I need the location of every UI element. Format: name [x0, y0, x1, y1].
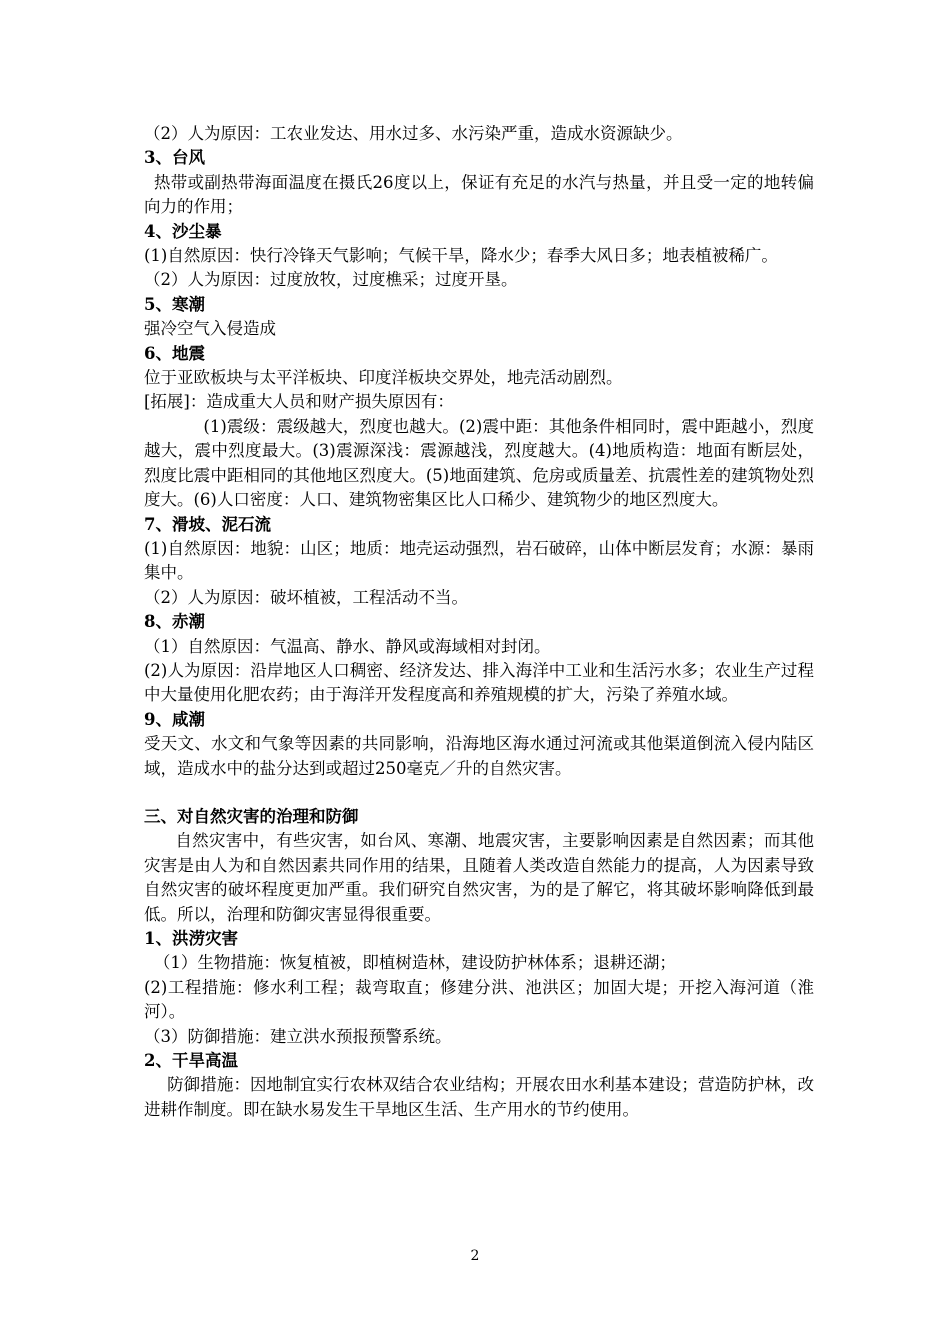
section-heading: 6、地震 — [144, 343, 205, 363]
paragraph: 受天文、水文和气象等因素的共同影响，沿海地区海水通过河流或其他渠道倒流入侵内陆区域，造成水中的盐分达到或超过250毫克／升的自然灾害。 — [144, 734, 814, 778]
document-body — [144, 122, 814, 1122]
paragraph: 热带或副热带海面温度在摄氏26度以上，保证有充足的水汽与热量，并且受一定的地转偏向力的作用； — [144, 172, 814, 217]
section-heading: 3、台风 — [144, 148, 205, 168]
page-number: 2 — [470, 1248, 480, 1264]
paragraph: （2）人为原因：工农业发达、用水过多、水污染严重，造成水资源缺少。 — [144, 124, 683, 143]
section-heading: 4、沙尘暴 — [144, 221, 222, 241]
paragraph: （2）人为原因：过度放牧，过度樵采；过度开垦。 — [144, 270, 518, 290]
paragraph: （1）生物措施：恢复植被，即植树造林，建设防护林体系；退耕还湖； — [153, 953, 676, 973]
chapter-heading: 三、对自然灾害的治理和防御 — [144, 806, 359, 826]
paragraph: 防御措施：因地制宜实行农林双结合农业结构；开展农田水利基本建设；营造防护林，改进耕作制度。即在缺水易发生干旱地区生活、生产用水的节约使用。 — [144, 1075, 814, 1119]
section-heading: 1、洪涝灾害 — [144, 929, 238, 948]
paragraph: （3）防御措施：建立洪水预报预警系统。 — [144, 1026, 452, 1046]
paragraph: (1)震级：震级越大，烈度也越大。(2)震中距：其他条件相同时，震中距越小，烈度越大，震中烈度最大。(3)震源深浅：震源越浅，烈度越大。(4)地质构造：地面有断层处，烈度比震中距相同的其他地区烈度大。(5)地面建筑、危房或质量差、抗震性差的建筑物处烈度大。(6)人口密度：人口、建筑物密集区比人口稀少、建筑物少的地区烈度大。 — [144, 416, 814, 510]
paragraph: (2)工程措施：修水利工程；裁弯取直；修建分洪、池洪区；加固大堤；开挖入海河道（淮河）。 — [144, 977, 814, 1022]
paragraph: 强冷空气入侵造成 — [144, 319, 276, 339]
paragraph: (1)自然原因：快行冷锋天气影响；气候干旱，降水少；春季大风日多；地表植被稀广。 — [144, 246, 778, 266]
paragraph: [拓展]：造成重大人员和财产损失原因有： — [144, 392, 454, 412]
section-heading: 7、滑坡、泥石流 — [144, 514, 271, 534]
section-heading: 5、寒潮 — [144, 294, 205, 314]
paragraph: （2）人为原因：破坏植被，工程活动不当。 — [144, 587, 468, 607]
paragraph: (1)自然原因：地貌：山区；地质：地壳运动强烈，岩石破碎，山体中断层发育；水源：暴雨集中。 — [144, 538, 814, 583]
paragraph: 位于亚欧板块与太平洋板块、印度洋板块交界处，地壳活动剧烈。 — [144, 368, 623, 388]
paragraph: 自然灾害中，有些灾害，如台风、寒潮、地震灾害，主要影响因素是自然因素；而其他灾害是由人为和自然因素共同作用的结果，且随着人类改造自然能力的提高，人为因素导致自然灾害的破坏程度更加严重。我们研究自然灾害，为的是了解它，将其破坏影响降低到最低。所以，治理和防御灾害显得很重要。 — [144, 831, 814, 924]
paragraph: （1）自然原因：气温高、静水、静风或海域相对封闭。 — [144, 636, 551, 656]
section-heading: 9、咸潮 — [144, 709, 205, 729]
paragraph: (2)人为原因：沿岸地区人口稠密、经济发达、排入海洋中工业和生活污水多；农业生产过程中大量使用化肥农药；由于海洋开发程度高和养殖规模的扩大，污染了养殖水域。 — [144, 660, 814, 705]
spacer — [144, 781, 814, 805]
section-heading: 8、赤潮 — [144, 612, 205, 632]
section-heading: 2、干旱高温 — [144, 1051, 238, 1071]
